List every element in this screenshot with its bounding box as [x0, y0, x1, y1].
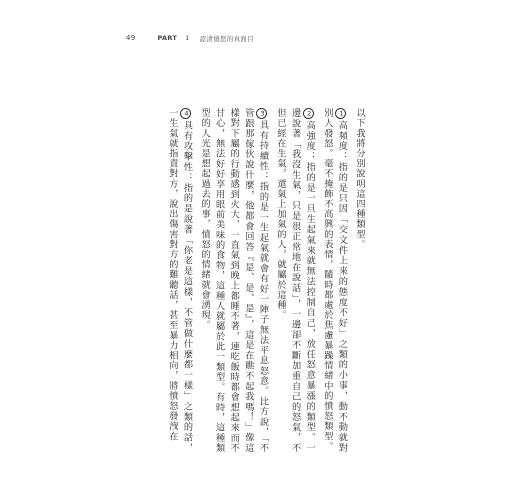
item-number-1: 1	[335, 108, 346, 119]
list-item-text: 具有持續性：指的是一生起氣就會有好一陣子無法平息怒意。比方說，「不管跟那傢伙說什麼，他都會回答『是、是、是』，這是在瞧不起我嗎！」像這樣對下屬的行動感到火大，一直氣到晚上都睡不著，連吃飯時都會想起來而不甘心，無法好好享用眼前美味的食物，這種人就屬於此一類型。有時，這種類型的人光是想起過去的事，憤怒的情緒就會湧現。	[199, 108, 269, 453]
intro-paragraph: 以下我將分別說明這四種類型。	[354, 108, 365, 250]
page-number: 49	[126, 34, 136, 42]
page-header	[126, 32, 254, 44]
body-text	[124, 108, 366, 453]
item-number-4: 4	[180, 108, 191, 119]
list-item-text: 高頻度：指的是只因「交文件上來的態度不好」之類的小事，動不動就對別人發怒。毫不掩飾不高興的表情，隨時都處於焦慮暴躁情緒中的憤怒類型。	[321, 108, 348, 453]
item-number-2: 2	[303, 108, 314, 119]
part-title: 認清憤怒的真面目	[199, 34, 254, 43]
part-number: 1	[185, 34, 190, 42]
list-item	[319, 108, 348, 453]
list-item	[164, 108, 193, 453]
list-item-text: 具有攻擊性：指的是說著「你老是這樣，不管做什麼都一樣」之類的話，一生氣就指責對方，說出傷害對方的難聽話，甚至暴力相向，將憤怒發洩在	[166, 108, 193, 453]
part-label: PART	[157, 34, 178, 42]
list-item	[196, 108, 269, 453]
list-item-text: 高強度：指的是一旦生起氣來就無法控制自己，放任怒意暴漲的類型。一邊說著「我沒生氣，只是很正常地在說話」，一邊卻不斷加重自己的怒氣，不但已經在生氣，還氣上加氣的人，就屬於這種。	[275, 108, 316, 453]
list-item	[272, 108, 316, 453]
item-number-3: 3	[256, 108, 267, 119]
